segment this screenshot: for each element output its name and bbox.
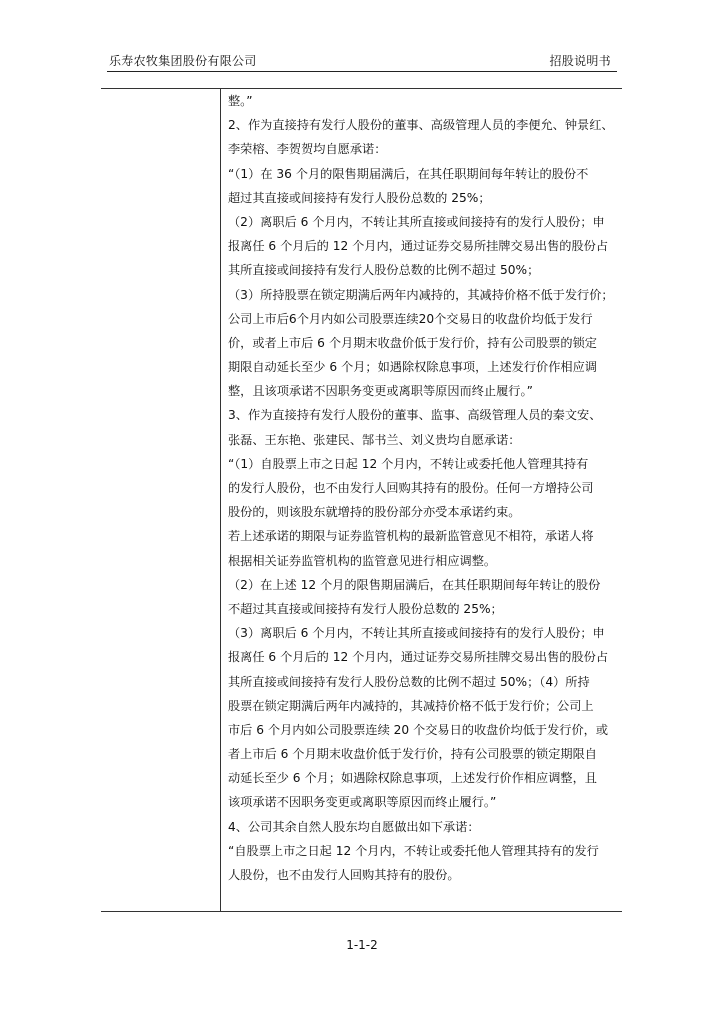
- text-line: 股票在锁定期满后两年内减持的，其减持价格不低于发行价；公司上: [228, 698, 594, 713]
- text-line: 整。”: [228, 94, 253, 108]
- text-line: 张磊、王东艳、张建民、郜书兰、刘义贵均自愿承诺：: [228, 432, 521, 447]
- text-line: 根据相关证券监管机构的监管意见进行相应调整。: [228, 553, 497, 568]
- text-line: 者上市后 6 个月期末收盘价低于发行价，持有公司股票的锁定期限自: [228, 747, 597, 762]
- page-number: 1-1-2: [346, 938, 378, 952]
- text-line: 动延长至少 6 个月；如遇除权除息事项，上述发行价作相应调整，且: [228, 771, 597, 786]
- text-line: 报离任 6 个月后的 12 个月内，通过证券交易所挂牌交易出售的股份占: [228, 239, 609, 254]
- header-divider: [107, 71, 617, 72]
- text-line: 其所直接或间接持有发行人股份总数的比例不超过 50%；: [228, 263, 540, 278]
- column-divider: [220, 89, 221, 911]
- text-line: “（1）自股票上市之日起 12 个月内，不转让或委托他人管理其持有: [228, 456, 589, 471]
- text-line: 超过其直接或间接持有发行人股份总数的 25%；: [228, 190, 491, 205]
- text-line: （2）离职后 6 个月内，不转让其所直接或间接持有的发行人股份；申: [228, 214, 605, 229]
- text-line: “自股票上市之日起 12 个月内，不转让或委托他人管理其持有的发行: [228, 843, 599, 858]
- text-line: 股份的，则该股东就增持的股份部分亦受本承诺约束。: [228, 505, 521, 520]
- commitment-table: [101, 88, 622, 912]
- text-line: 的发行人股份，也不由发行人回购其持有的股份。任何一方增持公司: [228, 481, 594, 495]
- text-line: 4、公司其余自然人股东均自愿做出如下承诺：: [228, 819, 480, 834]
- text-line: 报离任 6 个月后的 12 个月内，通过证券交易所挂牌交易出售的股份占: [228, 650, 609, 665]
- text-line: （3）所持股票在锁定期满后两年内减持的，其减持价格不低于发行价；: [228, 287, 614, 302]
- text-line: 若上述承诺的期限与证券监管机构的最新监管意见不相符，承诺人将: [228, 529, 594, 544]
- text-line: 2、作为直接持有发行人股份的董事、高级管理人员的李便允、钟景红、: [228, 118, 614, 133]
- table-content-cell: [228, 89, 620, 911]
- text-line: （3）离职后 6 个月内，不转让其所直接或间接持有的发行人股份；申: [228, 626, 605, 641]
- text-line: 整，且该项承诺不因职务变更或离职等原因而终止履行。”: [228, 384, 533, 399]
- text-line: 市后 6 个月内如公司股票连续 20 个交易日的收盘价均低于发行价，或: [228, 722, 609, 737]
- text-line: （2）在上述 12 个月的限售期届满后，在其任职期间每年转让的股份: [228, 577, 601, 592]
- company-name: 乐寿农牧集团股份有限公司: [109, 54, 257, 68]
- table-label-cell: [101, 89, 220, 911]
- text-line: 期限自动延长至少 6 个月；如遇除权除息事项，上述发行价作相应调: [228, 360, 597, 375]
- text-line: 该项承诺不因职务变更或离职等原因而终止履行。”: [228, 795, 497, 810]
- text-line: “（1）在 36 个月的限售期届满后，在其任职期间每年转让的股份不: [228, 166, 589, 181]
- page-header: [107, 50, 617, 72]
- text-line: 不超过其直接或间接持有发行人股份总数的 25%；: [228, 601, 503, 616]
- document-title: 招股说明书: [549, 54, 611, 68]
- text-line: 3、作为直接持有发行人股份的董事、监事、高级管理人员的秦文安、: [228, 408, 602, 423]
- text-line: 李荣榕、李贺贺均自愿承诺：: [228, 142, 387, 157]
- text-line: 其所直接或间接持有发行人股份总数的比例不超过 50%；（4）所持: [228, 674, 590, 689]
- text-line: 价，或者上市后 6 个月期末收盘价低于发行价，持有公司股票的锁定: [228, 335, 597, 350]
- text-line: 人股份，也不由发行人回购其持有的股份。: [228, 868, 460, 882]
- text-line: 公司上市后6个月内如公司股票连续20个交易日的收盘价均低于发行: [228, 311, 593, 326]
